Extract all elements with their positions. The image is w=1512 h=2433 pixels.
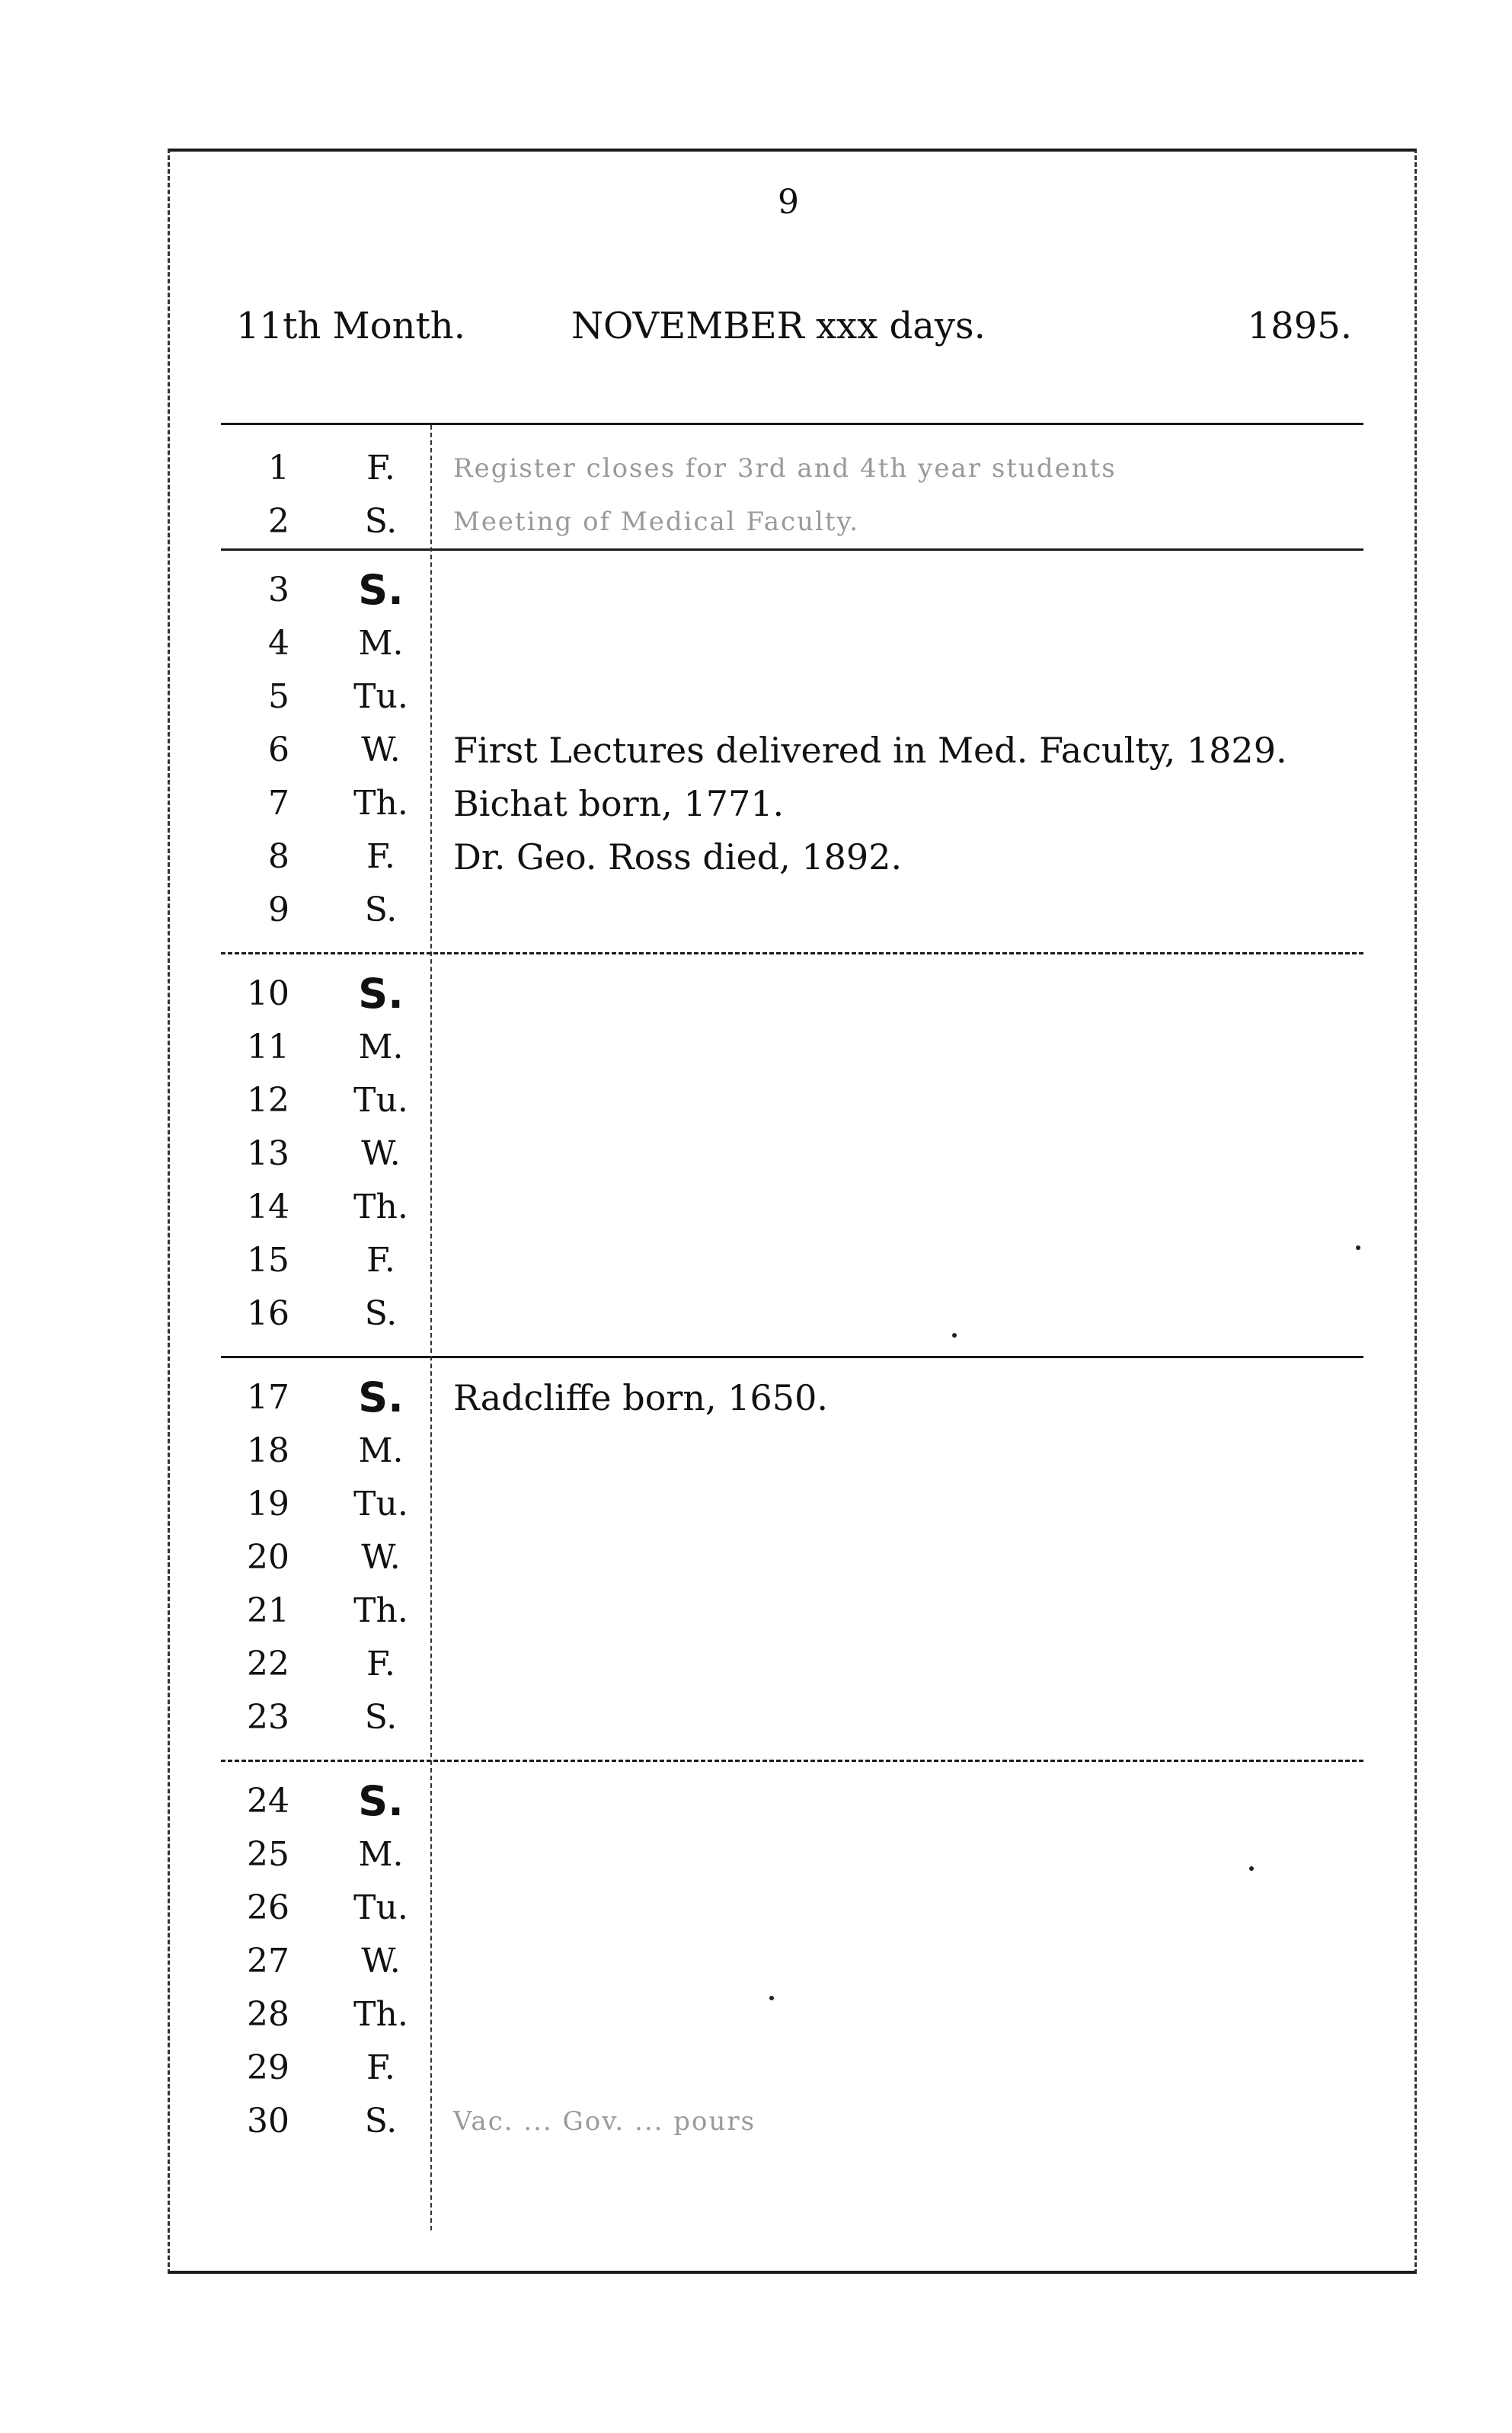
calendar-row xyxy=(0,1881,1512,1935)
day-number: 9 xyxy=(268,890,289,929)
day-number: 26 xyxy=(247,1888,289,1927)
calendar-row xyxy=(0,1181,1512,1234)
column-divider xyxy=(430,425,432,2230)
ink-speck xyxy=(769,1996,774,2000)
day-name: W. xyxy=(361,1942,401,1981)
calendar-row xyxy=(0,1828,1512,1881)
calendar-row xyxy=(0,1935,1512,1988)
calendar-row xyxy=(0,967,1512,1021)
calendar-row xyxy=(0,670,1512,724)
week-separator-rule xyxy=(221,1760,1363,1762)
day-name: W. xyxy=(361,1134,401,1173)
day-number: 2 xyxy=(268,502,289,541)
ink-speck xyxy=(1356,1245,1360,1250)
day-note: Register closes for 3rd and 4th year students xyxy=(453,453,1117,484)
day-number: 18 xyxy=(247,1431,289,1470)
calendar-row xyxy=(0,724,1512,777)
day-number: 6 xyxy=(268,731,289,769)
day-number: 7 xyxy=(268,784,289,823)
day-name: S. xyxy=(364,502,398,541)
day-name: S. xyxy=(358,1373,404,1421)
day-number: 4 xyxy=(268,624,289,663)
day-name: F. xyxy=(366,1645,395,1683)
calendar-row xyxy=(0,1234,1512,1287)
day-number: 13 xyxy=(247,1134,289,1173)
day-number: 29 xyxy=(247,2048,289,2087)
calendar-row xyxy=(0,1584,1512,1638)
calendar-row xyxy=(0,1478,1512,1531)
day-name: S. xyxy=(364,2102,398,2140)
day-number: 12 xyxy=(247,1081,289,1120)
day-note: Radcliffe born, 1650. xyxy=(453,1377,828,1418)
day-name: M. xyxy=(358,1835,404,1874)
ink-speck xyxy=(952,1333,957,1338)
calendar-row xyxy=(0,617,1512,670)
day-name: W. xyxy=(361,731,401,769)
calendar-row xyxy=(0,2041,1512,2095)
day-name: M. xyxy=(358,1028,404,1066)
day-number: 5 xyxy=(268,677,289,716)
calendar-row xyxy=(0,1127,1512,1181)
day-number: 17 xyxy=(247,1378,289,1417)
calendar-row xyxy=(0,1638,1512,1691)
day-name: S. xyxy=(358,566,404,614)
day-number: 11 xyxy=(247,1028,289,1066)
day-note: Meeting of Medical Faculty. xyxy=(453,507,860,537)
day-number: 30 xyxy=(247,2102,289,2140)
calendar-row xyxy=(0,1074,1512,1127)
day-number: 10 xyxy=(247,974,289,1013)
calendar-row xyxy=(0,1531,1512,1584)
day-number: 28 xyxy=(247,1995,289,2034)
year-label: 1895. xyxy=(1247,305,1352,347)
day-number: 8 xyxy=(268,837,289,876)
day-name: F. xyxy=(366,2048,395,2087)
day-number: 19 xyxy=(247,1485,289,1523)
day-name: F. xyxy=(366,1241,395,1280)
calendar-row xyxy=(0,2095,1512,2148)
calendar-row xyxy=(0,777,1512,830)
week-separator-rule xyxy=(221,952,1363,954)
day-name: Tu. xyxy=(353,677,408,716)
day-name: Tu. xyxy=(353,1485,408,1523)
day-number: 27 xyxy=(247,1942,289,1981)
day-number: 15 xyxy=(247,1241,289,1280)
calendar-row xyxy=(0,830,1512,884)
day-number: 14 xyxy=(247,1188,289,1226)
month-label: 11th Month. xyxy=(236,305,465,347)
table-top-rule xyxy=(221,423,1363,425)
week-separator-rule xyxy=(221,1356,1363,1358)
calendar-row xyxy=(0,1424,1512,1478)
calendar-row xyxy=(0,1988,1512,2041)
day-name: Th. xyxy=(353,1188,408,1226)
day-number: 20 xyxy=(247,1538,289,1577)
day-name: S. xyxy=(364,1294,398,1333)
day-number: 25 xyxy=(247,1835,289,1874)
day-name: S. xyxy=(364,1698,398,1737)
day-note: Dr. Geo. Ross died, 1892. xyxy=(453,836,903,878)
calendar-row xyxy=(0,1287,1512,1341)
day-name: F. xyxy=(366,449,395,488)
day-name: S. xyxy=(358,970,404,1018)
day-name: M. xyxy=(358,1431,404,1470)
day-number: 23 xyxy=(247,1698,289,1737)
calendar-row xyxy=(0,495,1512,548)
month-title: NOVEMBER xxx days. xyxy=(571,305,986,347)
day-name: Tu. xyxy=(353,1081,408,1120)
day-name: Th. xyxy=(353,784,408,823)
day-name: Tu. xyxy=(353,1888,408,1927)
day-note: Vac. ... Gov. ... pours xyxy=(453,2106,756,2137)
day-name: F. xyxy=(366,837,395,876)
day-name: Th. xyxy=(353,1591,408,1630)
day-number: 3 xyxy=(268,571,289,609)
day-number: 21 xyxy=(247,1591,289,1630)
day-name: S. xyxy=(364,890,398,929)
calendar-row xyxy=(0,1371,1512,1424)
day-number: 22 xyxy=(247,1645,289,1683)
calendar-row xyxy=(0,1021,1512,1074)
day-number: 1 xyxy=(268,449,289,488)
day-name: Th. xyxy=(353,1995,408,2034)
calendar-row xyxy=(0,1691,1512,1744)
calendar-row xyxy=(0,884,1512,937)
calendar-row xyxy=(0,442,1512,495)
day-name: S. xyxy=(358,1777,404,1825)
day-note: Bichat born, 1771. xyxy=(453,783,785,824)
page-number: 9 xyxy=(778,183,799,222)
ink-speck xyxy=(1249,1866,1254,1871)
calendar-row xyxy=(0,1775,1512,1828)
day-name: W. xyxy=(361,1538,401,1577)
day-name: M. xyxy=(358,624,404,663)
week-separator-rule xyxy=(221,548,1363,551)
calendar-row xyxy=(0,564,1512,617)
day-number: 16 xyxy=(247,1294,289,1333)
day-note: First Lectures delivered in Med. Faculty, 1829. xyxy=(453,730,1287,771)
day-number: 24 xyxy=(247,1782,289,1821)
